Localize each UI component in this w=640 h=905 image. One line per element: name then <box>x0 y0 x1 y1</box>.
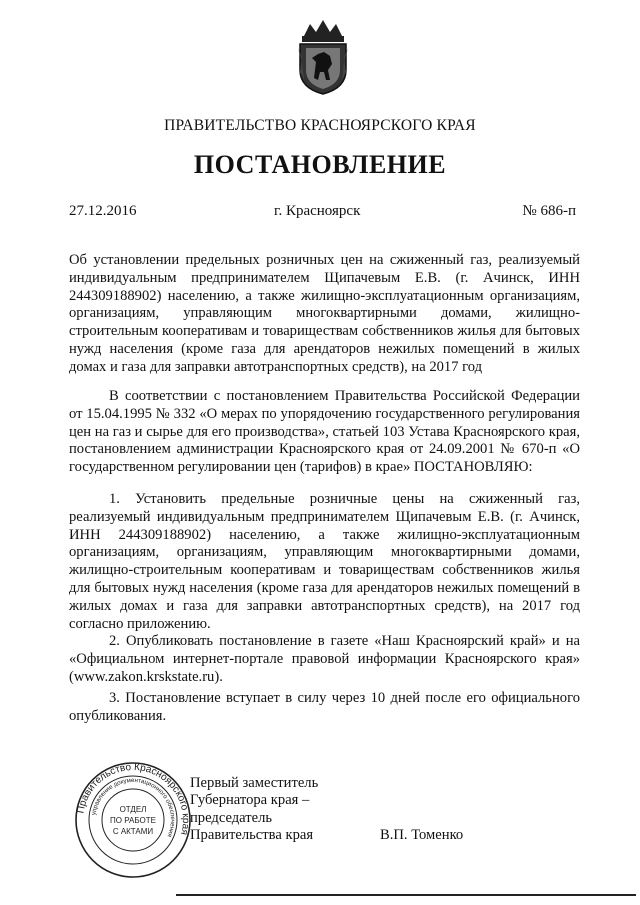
government-name: ПРАВИТЕЛЬСТВО КРАСНОЯРСКОГО КРАЯ <box>164 117 476 134</box>
document-title: ПОСТАНОВЛЕНИЕ <box>193 150 447 179</box>
preamble-paragraph: В соответствии с постановлением Правительства Российской Федерации от 15.04.1995 № 332 «О мерах по упорядочению государственного регулирования цен на газ и сырье для его производства», статьей 103 Устава Красноярского края, постановлением администрации Красноярского края от 24.09.2001 № 670-п «О государственном регулировании цен (тарифов) в крае» ПОСТАНОВЛЯЮ: <box>69 388 580 476</box>
signatory-line-2: Губернатора края – <box>190 792 310 809</box>
document-subject: Об установлении предельных розничных цен на сжиженный газ, реализуемый индивидуальным предпринимателем Щипачевым Е.В. (г. Ачинск, ИНН 244309188902) населению, а также жилищно-эксплуатационным организациям, организациям, управляющим многоквартирными домами, жилищно-строительным кооперативам и товариществам собственников жилья для бытовых нужд населения (кроме газа для арендаторов нежилых помещений в жилых домах и газа для заправки автотранспортных средств), на 2017 год <box>69 252 580 375</box>
stamp-center-line-3: С АКТАМИ <box>112 827 154 836</box>
official-stamp <box>73 760 193 880</box>
document-city: г. Красноярск <box>274 203 361 219</box>
document-number: № 686-п <box>522 203 576 219</box>
signatory-name: В.П. Томенко <box>380 827 464 843</box>
signatory-line-1: Первый заместитель <box>190 775 319 791</box>
item-1-paragraph: 1. Установить предельные розничные цены на сжиженный газ, реализуемый индивидуальным предпринимателем Щипачевым Е.В. (г. Ачинск, ИНН 244309188902) населению, а также жилищно-эксплуатационным организациям, организациям, управляющим многоквартирными домами, жилищно-строительным кооперативам и товариществам собственников жилья для бытовых нужд населения (кроме газа для арендаторов нежилых помещений в жилых домах и газа для заправки автотранспортных средств), на 2017 год согласно приложению. <box>69 491 580 632</box>
signatory-line-3: председатель <box>190 809 273 826</box>
stamp-center-line-1: ОТДЕЛ <box>119 805 147 814</box>
signatory-line-4: Правительства края <box>190 827 314 844</box>
krasnoyarsk-coat-of-arms-icon <box>296 18 350 96</box>
item-2-paragraph: 2. Опубликовать постановление в газете «Наш Красноярский край» и на «Официальном интернет-портале правовой информации Красноярского края» (www.zakon.krskstate.ru). <box>69 633 580 685</box>
signatory-position <box>190 775 318 845</box>
stamp-outer-text: Правительство Красноярского края <box>75 761 192 837</box>
document-date: 27.12.2016 <box>69 203 137 219</box>
stamp-inner-text: управление документационного обеспечения <box>90 776 177 839</box>
item-3-paragraph: 3. Постановление вступает в силу через 10 дней после его официального опубликования. <box>69 690 580 724</box>
stamp-center-line-2: ПО РАБОТЕ <box>110 816 156 825</box>
page-bottom-divider <box>176 894 636 896</box>
